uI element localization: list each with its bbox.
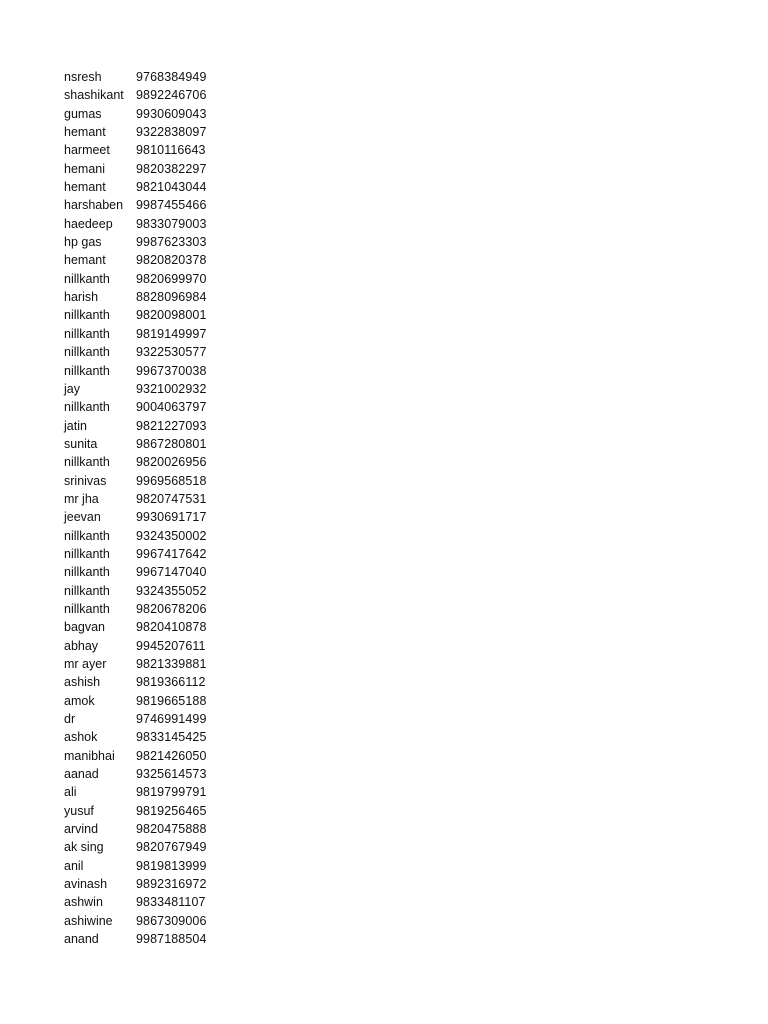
contact-phone: 9820410878 [136, 620, 207, 635]
contact-phone: 9820699970 [136, 271, 207, 286]
contact-name: anand [64, 932, 99, 947]
contact-name: yusuf [64, 803, 94, 818]
table-row [64, 692, 207, 710]
table-row [64, 857, 207, 875]
table-row [64, 178, 207, 196]
contact-phone: 9987188504 [136, 932, 207, 947]
table-row [64, 251, 207, 269]
table-row [64, 930, 207, 948]
contact-name: nillkanth [64, 565, 110, 580]
contact-name: ashish [64, 675, 101, 690]
table-row [64, 802, 207, 820]
contact-name: ali [64, 785, 77, 800]
contact-name: nillkanth [64, 363, 110, 378]
contact-name: avinash [64, 877, 108, 892]
table-row [64, 196, 207, 214]
table-row [64, 270, 207, 288]
contact-phone: 9930691717 [136, 510, 207, 525]
table-row [64, 68, 207, 86]
table-row [64, 86, 207, 104]
contact-phone: 9967417642 [136, 546, 207, 561]
table-row [64, 141, 207, 159]
contact-phone: 9967147040 [136, 565, 207, 580]
contact-name: nillkanth [64, 583, 110, 598]
contact-phone: 9819813999 [136, 858, 207, 873]
contact-list [64, 68, 207, 949]
contact-name: aanad [64, 767, 99, 782]
contact-phone: 9821227093 [136, 418, 207, 433]
contact-phone: 9746991499 [136, 712, 207, 727]
contact-phone: 9322838097 [136, 125, 207, 140]
contact-phone: 9820767949 [136, 840, 207, 855]
contact-phone: 9867309006 [136, 913, 207, 928]
table-row [64, 472, 207, 490]
contact-name: shashikant [64, 88, 124, 103]
contact-phone: 9322530577 [136, 345, 207, 360]
table-row [64, 545, 207, 563]
contact-phone: 9004063797 [136, 400, 207, 415]
table-row [64, 325, 207, 343]
table-row [64, 820, 207, 838]
table-row [64, 215, 207, 233]
contact-phone: 9821426050 [136, 748, 207, 763]
table-row [64, 490, 207, 508]
contact-name: nillkanth [64, 455, 110, 470]
contact-phone: 9324355052 [136, 583, 207, 598]
contact-name: amok [64, 693, 95, 708]
contact-phone: 9987623303 [136, 235, 207, 250]
contact-name: nillkanth [64, 326, 110, 341]
contact-name: nillkanth [64, 601, 110, 616]
table-row [64, 618, 207, 636]
contact-phone: 9821339881 [136, 657, 207, 671]
table-row [64, 398, 207, 416]
contact-name: jay [64, 381, 80, 396]
contact-phone: 9892246706 [136, 88, 207, 103]
table-row [64, 655, 207, 673]
contact-name: bagvan [64, 620, 106, 635]
contact-name: haedeep [64, 216, 113, 231]
table-row [64, 893, 207, 911]
contact-phone: 9930609043 [136, 106, 207, 121]
contact-phone: 9324350002 [136, 528, 207, 543]
contact-name: hemant [64, 253, 106, 268]
contact-phone: 9768384949 [136, 70, 207, 84]
table-row [64, 783, 207, 801]
contact-name: srinivas [64, 473, 107, 488]
contact-phone: 9833145425 [136, 730, 207, 745]
contact-phone: 9810116643 [136, 143, 206, 158]
contact-name: dr [64, 712, 76, 727]
contact-phone: 9833079003 [136, 216, 207, 231]
contact-name: arvind [64, 822, 99, 837]
contact-name: mr ayer [64, 657, 107, 671]
contact-phone: 9967370038 [136, 363, 207, 378]
contact-phone: 9819256465 [136, 803, 207, 818]
contact-name: hp gas [64, 235, 102, 250]
contact-name: ashiwine [64, 913, 113, 928]
contact-phone: 9969568518 [136, 473, 207, 488]
contact-phone: 9820820378 [136, 253, 207, 268]
table-row [64, 710, 207, 728]
contact-name: mr jha [64, 491, 99, 506]
table-row [64, 728, 207, 746]
contact-name: nillkanth [64, 271, 110, 286]
contact-phone: 9892316972 [136, 877, 207, 892]
contact-phone: 9945207611 [136, 638, 206, 653]
contact-phone: 9833481107 [136, 895, 206, 910]
table-row [64, 362, 207, 380]
contact-name: nillkanth [64, 308, 110, 323]
table-row [64, 747, 207, 765]
contact-name: anil [64, 858, 84, 873]
table-row [64, 637, 207, 655]
contact-phone: 9820747531 [136, 491, 207, 506]
contact-name: nillkanth [64, 400, 110, 415]
contact-name: abhay [64, 638, 99, 653]
contact-phone: 9820098001 [136, 308, 207, 323]
contact-phone: 9321002932 [136, 381, 207, 396]
table-row [64, 838, 207, 856]
contact-name: harish [64, 290, 99, 305]
contact-phone: 9820678206 [136, 601, 207, 616]
contact-name: harshaben [64, 198, 124, 213]
contact-phone: 8828096984 [136, 290, 207, 305]
contact-phone: 9819799791 [136, 785, 207, 800]
contact-name: harmeet [64, 143, 110, 158]
table-row [64, 912, 207, 930]
contact-name: nillkanth [64, 528, 110, 543]
table-row [64, 453, 207, 471]
table-row [64, 123, 207, 141]
contact-name: nsresh [64, 70, 102, 84]
table-row [64, 600, 207, 618]
contact-name: gumas [64, 106, 102, 121]
contact-phone: 9820475888 [136, 822, 207, 837]
contact-name: ashwin [64, 895, 103, 910]
table-row [64, 160, 207, 178]
contact-name: nillkanth [64, 546, 110, 561]
contact-phone: 9987455466 [136, 198, 207, 213]
contact-name: manibhai [64, 748, 115, 763]
table-row [64, 380, 207, 398]
table-row [64, 673, 207, 691]
contact-phone: 9819665188 [136, 693, 207, 708]
contact-phone: 9819149997 [136, 326, 207, 341]
table-row [64, 527, 207, 545]
contact-phone: 9819366112 [136, 675, 206, 690]
table-row [64, 343, 207, 361]
table-row [64, 435, 207, 453]
table-row [64, 765, 207, 783]
contact-name: jatin [64, 418, 87, 433]
contact-name: ak sing [64, 840, 104, 855]
contact-phone: 9821043044 [136, 180, 207, 195]
contact-name: nillkanth [64, 345, 110, 360]
contact-name: ashok [64, 730, 98, 745]
contact-phone: 9867280801 [136, 436, 207, 451]
table-row [64, 105, 207, 123]
table-row [64, 306, 207, 324]
contact-name: hemant [64, 180, 106, 195]
table-row [64, 582, 207, 600]
contact-phone: 9820382297 [136, 161, 207, 176]
table-row [64, 417, 207, 435]
table-row [64, 875, 207, 893]
table-row [64, 563, 207, 581]
contact-name: hemant [64, 125, 106, 140]
contact-name: jeevan [64, 510, 101, 525]
contact-name: sunita [64, 436, 98, 451]
table-row [64, 508, 207, 526]
contact-phone: 9325614573 [136, 767, 207, 782]
contact-phone: 9820026956 [136, 455, 207, 470]
table-row [64, 233, 207, 251]
table-row [64, 288, 207, 306]
contact-name: hemani [64, 161, 105, 176]
